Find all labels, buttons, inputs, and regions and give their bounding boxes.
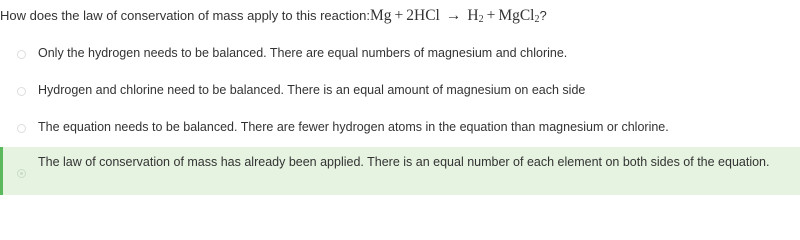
radio-button[interactable] — [17, 124, 26, 133]
equation-arrow: → — [445, 7, 462, 24]
answer-option[interactable] — [0, 118, 800, 136]
equation-plus: + — [486, 7, 496, 24]
question-mark: ? — [539, 8, 547, 23]
equation-mgcl-subscript: 2 — [534, 14, 540, 25]
answer-option-correct[interactable] — [0, 147, 800, 195]
equation-mgcl: MgCl — [498, 7, 535, 24]
answer-option[interactable] — [0, 44, 800, 62]
radio-button[interactable] — [17, 50, 26, 59]
equation-mg: Mg — [369, 7, 392, 24]
answer-option-label: The law of conservation of mass has already been applied. There is an equal number of each element on both sides of the equation. — [38, 155, 770, 169]
equation-h: H — [467, 7, 479, 24]
question-prompt — [0, 6, 547, 26]
question-text: How does the law of conservation of mass apply to this reaction: — [0, 8, 370, 23]
answer-option-label: Only the hydrogen needs to be balanced. There are equal numbers of magnesium and chlorine. — [38, 46, 568, 60]
radio-button[interactable] — [17, 87, 26, 96]
equation-h-subscript: 2 — [478, 14, 484, 25]
answer-option-label: The equation needs to be balanced. There are fewer hydrogen atoms in the equation than magnesium or chlorine. — [38, 120, 669, 134]
equation-hcl: 2HCl — [406, 7, 440, 24]
equation-plus: + — [394, 7, 404, 24]
answer-option-label: Hydrogen and chlorine need to be balanced. There is an equal amount of magnesium on each side — [38, 83, 586, 97]
chemical-equation — [370, 7, 540, 24]
answer-option[interactable] — [0, 81, 800, 99]
radio-button-selected[interactable] — [17, 169, 26, 178]
